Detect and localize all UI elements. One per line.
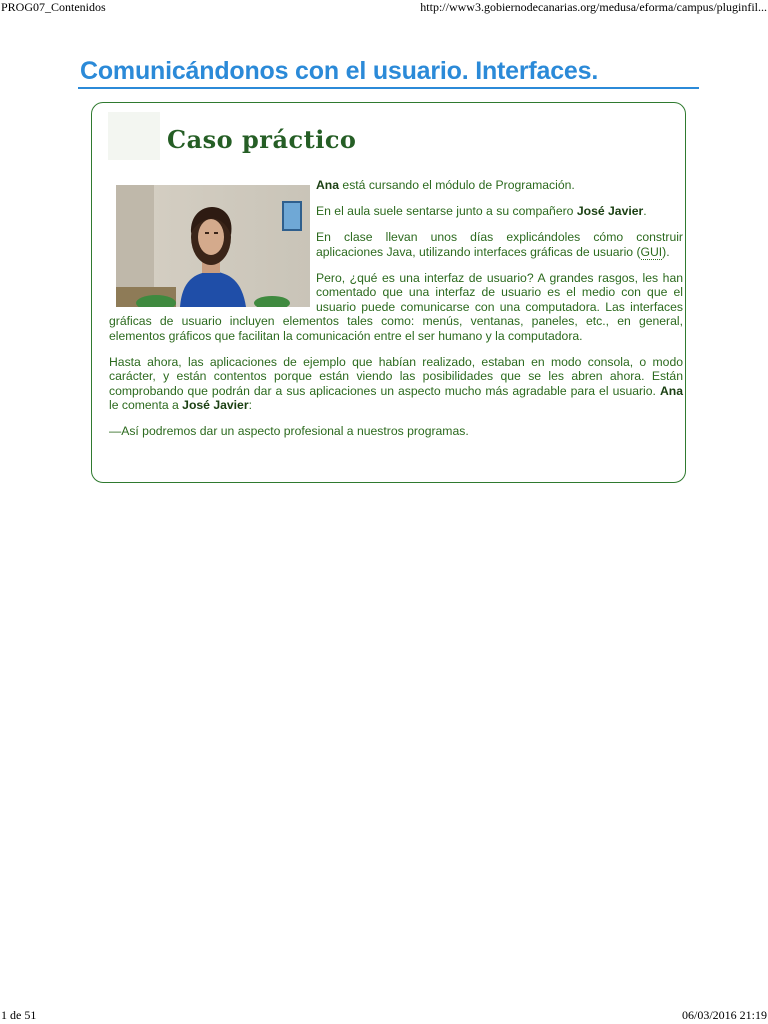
paragraph-1-text: está cursando el módulo de Programación.	[339, 178, 575, 192]
print-header-url: http://www3.gobiernodecanarias.org/medusa/eforma/campus/pluginfil...	[420, 0, 767, 14]
paragraph-3-text: En clase llevan unos días explicándoles cómo construir aplicaciones Java, utilizando interfaces gráficas de usuario (	[316, 230, 683, 259]
name-jose-javier-2: José Javier	[182, 398, 249, 412]
paragraph-6: —Así podremos dar un aspecto profesional a nuestros programas.	[109, 424, 469, 438]
name-ana: Ana	[316, 178, 340, 192]
case-study-title: Caso práctico	[167, 125, 357, 154]
print-header-title: PROG07_Contenidos	[1, 0, 106, 14]
name-ana-2: Ana	[659, 383, 683, 398]
gui-abbreviation[interactable]: GUI	[640, 244, 663, 259]
page-title: Comunicándonos con el usuario. Interfaces.	[80, 57, 599, 85]
print-timestamp: 06/03/2016 21:19	[681, 1008, 767, 1022]
photo-spacer	[109, 178, 316, 308]
paragraph-4: Pero, ¿qué es una interfaz de usuario? A grandes rasgos, les han comentado que una interfaz de usuario es el medio con que el usuario puede comunicarse con una computadora. Las interfaces gráficas de usuario incluyen elementos tales como: menús, ventanas, paneles, etc., en general, elementos gráficos que facilitan la comunicación entre el ser humano y la computadora.	[109, 270, 683, 343]
paragraph-3-end: ).	[662, 244, 670, 259]
paragraph-5-text: Hasta ahora, las aplicaciones de ejemplo que habían realizado, estaban en modo consola, o modo carácter, y están contentos porque están viendo las posibilidades que se les abren ahora. Están comprobando que podrán dar a sus aplicaciones un aspecto mucho más agradable para el usuario.	[109, 354, 683, 398]
paragraph-5-mid: le comenta a	[109, 398, 183, 412]
title-underline	[78, 87, 699, 89]
page-counter: 1 de 51	[1, 1008, 37, 1022]
case-study-content	[109, 178, 683, 450]
paragraph-2-end: .	[643, 204, 647, 218]
name-jose-javier: José Javier	[576, 204, 644, 218]
paragraph-5	[109, 355, 683, 413]
case-study-icon	[108, 112, 160, 160]
paragraph-5-end: :	[248, 398, 252, 412]
paragraph-2-text: En el aula suele sentarse junto a su compañero	[316, 204, 577, 218]
